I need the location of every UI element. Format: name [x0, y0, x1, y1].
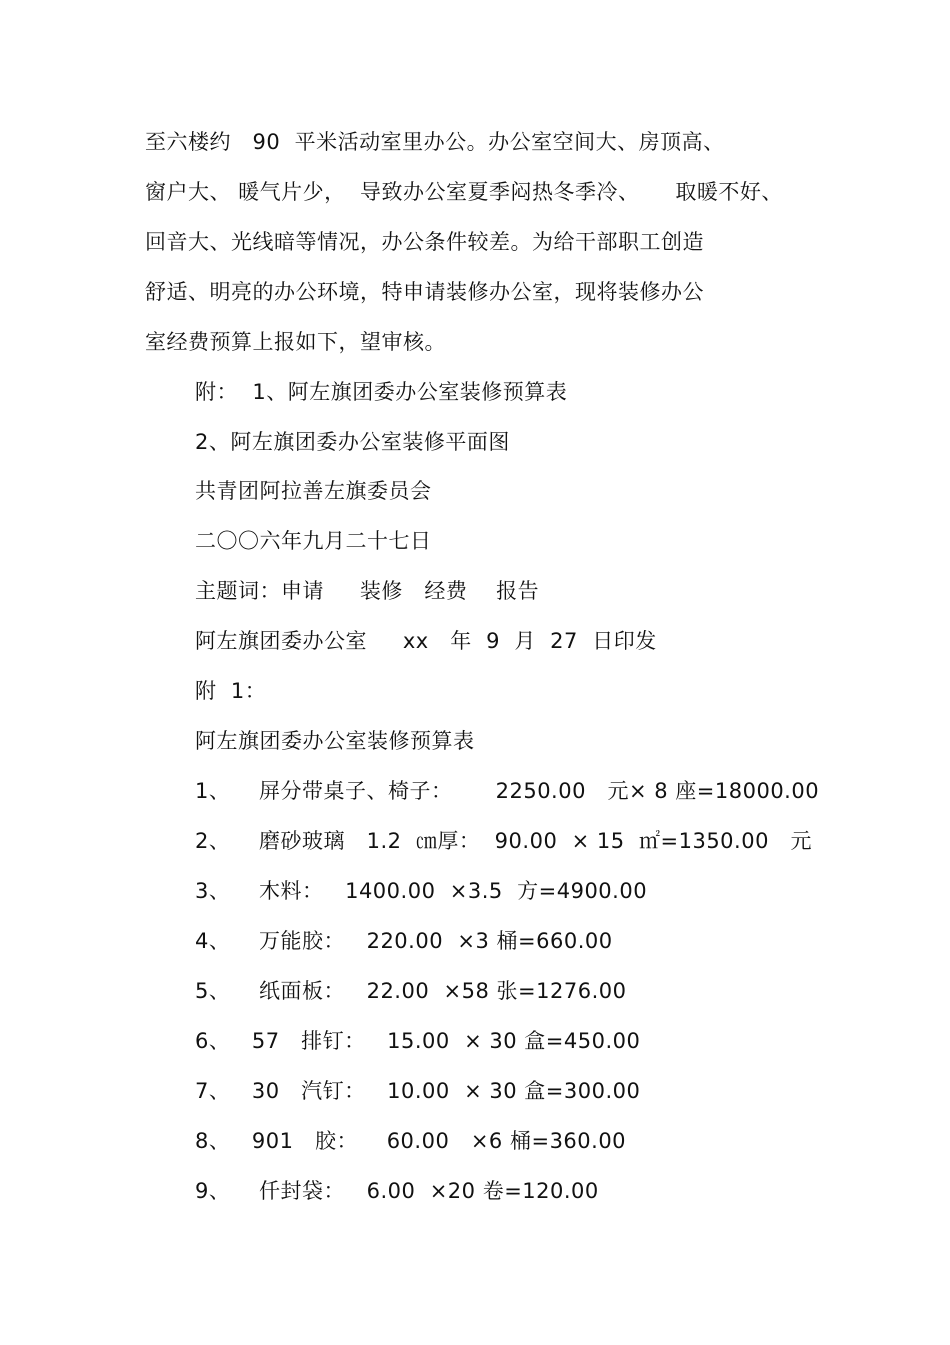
budget-item: 6、 57 排钉： 15.00 × 30 盒=450.00	[195, 1029, 641, 1053]
signature-org: 共青团阿拉善左旗委员会	[195, 479, 432, 503]
attachment-item-1: 附： 1、阿左旗团委办公室装修预算表	[195, 380, 568, 404]
budget-item: 9、 仟封袋： 6.00 ×20 卷=120.00	[195, 1179, 599, 1203]
budget-item: 8、 901 胶： 60.00 ×6 桶=360.00	[195, 1129, 627, 1153]
signature-date: 二〇〇六年九月二十七日	[195, 529, 432, 553]
budget-item: 5、 纸面板： 22.00 ×58 张=1276.00	[195, 979, 627, 1003]
appendix-title: 阿左旗团委办公室装修预算表	[195, 729, 475, 753]
budget-item: 3、 木料： 1400.00 ×3.5 方=4900.00	[195, 879, 648, 903]
appendix-label: 附 1：	[195, 679, 267, 703]
body-paragraph-line: 舒适、明亮的办公环境，特申请装修办公室，现将装修办公	[145, 280, 704, 304]
issued-line: 阿左旗团委办公室 xx 年 9 月 27 日印发	[195, 629, 657, 653]
budget-item: 7、 30 汽钉： 10.00 × 30 盒=300.00	[195, 1079, 641, 1103]
budget-item: 4、 万能胶： 220.00 ×3 桶=660.00	[195, 929, 613, 953]
body-paragraph-line: 回音大、光线暗等情况，办公条件较差。为给干部职工创造	[145, 230, 704, 254]
budget-item: 2、 磨砂玻璃 1.2 ㎝厚： 90.00 × 15 ㎡=1350.00 元	[195, 829, 812, 853]
budget-item: 1、 屏分带桌子、椅子： 2250.00 元× 8 座=18000.00	[195, 779, 820, 803]
body-paragraph-line: 窗户大、 暖气片少， 导致办公室夏季闷热冬季冷、 取暖不好、	[145, 180, 783, 204]
subject-keywords: 主题词：申请 装修 经费 报告	[195, 579, 540, 603]
attachment-item-2: 2、阿左旗团委办公室装修平面图	[195, 430, 510, 454]
body-paragraph-line: 至六楼约 90 平米活动室里办公。办公室空间大、房顶高、	[145, 130, 725, 154]
body-paragraph-line: 室经费预算上报如下，望审核。	[145, 330, 446, 354]
